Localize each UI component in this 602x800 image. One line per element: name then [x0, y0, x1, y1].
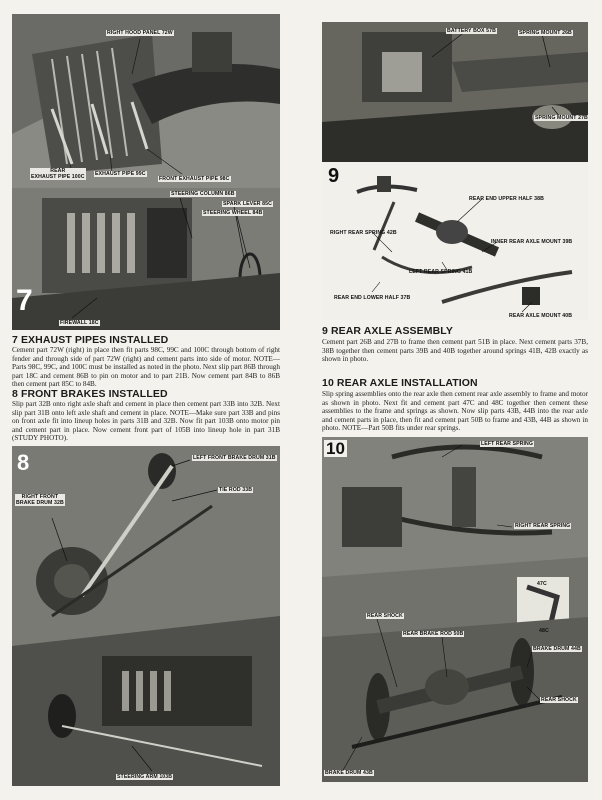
label-firewall: FIREWALL 18C — [60, 320, 99, 326]
label-right-rear-spring-10: RIGHT REAR SPRING — [515, 523, 571, 529]
label-spring-mount-26b: SPRING MOUNT 26B — [519, 30, 572, 36]
section-8-heading: 8 FRONT BRAKES INSTALLED — [12, 388, 168, 400]
section-7-heading: 7 EXHAUST PIPES INSTALLED — [12, 334, 169, 346]
section-10-text: Slip spring assemblies onto the rear axle then cement rear axle assembly to frame and motor as shown in photo. Next fit and cement part 47C and 48C together then cement these assemblies to the frame and springs as shown. Now slip parts 43B, 44B into the rear axle and cement parts in place, then fit and cement part 50B to frame and 43B, 44B as shown in photo. NOTE—Part 50B fits under rear springs. — [322, 390, 588, 433]
label-front-exhaust-pipe: FRONT EXHAUST PIPE 98C — [159, 176, 230, 182]
section-9-heading: 9 REAR AXLE ASSEMBLY — [322, 325, 453, 337]
label-rear-axle-mount: REAR AXLE MOUNT 40B — [509, 313, 573, 319]
photo-step-8 — [12, 446, 280, 786]
label-right-rear-spring-9: RIGHT REAR SPRING 42B — [330, 230, 397, 236]
photo-battery-box — [322, 22, 588, 162]
label-left-front-brake-drum: LEFT FRONT BRAKE DRUM 31B — [193, 455, 276, 461]
label-battery-box: BATTERY BOX 57B — [447, 28, 496, 34]
photo-step-7 — [12, 188, 280, 330]
label-steering-column: STEERING COLUMN 86B — [171, 191, 235, 197]
label-spring-mount-27b: SPRING MOUNT 27B — [535, 115, 588, 121]
label-steering-wheel: STEERING WHEEL 84B — [203, 210, 263, 216]
label-brake-drum-43b: BRAKE DRUM 43B — [325, 770, 373, 776]
photo-step-9 — [322, 162, 588, 320]
label-exhaust-pipe-99c: EXHAUST PIPE 99C — [95, 171, 146, 177]
section-9-text: Cement part 26B and 27B to frame then cement part 51B in place. Next cement parts 37B, 38B together then cement parts 39B and 40B together around springs 41B, 42B exactly as shown in photo. — [322, 338, 588, 364]
step-number-8: 8 — [17, 450, 30, 475]
label-right-front-brake-drum: RIGHT FRONT BRAKE DRUM 32B — [16, 494, 64, 506]
label-rear-end-lower-half: REAR END LOWER HALF 37B — [334, 295, 411, 301]
label-tie-rod: TIE ROD 33B — [219, 487, 253, 493]
step-number-10: 10 — [326, 439, 345, 458]
label-part-48c: 48C — [539, 628, 549, 634]
step-number-9: 9 — [328, 165, 340, 187]
label-inner-rear-axle-mount: INNER REAR AXLE MOUNT 39B — [491, 239, 573, 245]
label-rear-shock-left: REAR SHOCK — [367, 613, 403, 619]
label-left-rear-spring-9: LEFT REAR SPRING 41B — [409, 269, 473, 275]
label-part-47c: 47C — [537, 581, 547, 587]
photo-exhaust-graphic — [12, 14, 280, 188]
label-brake-drum-44b: BRAKE DRUM 44B — [533, 646, 581, 652]
section-7-text: Cement part 72W (right) in place then fit parts 98C, 99C and 100C through bottom of right fender and through side of part 72W (right) and cement parts into side of motor. NOTE—Parts 98C, 99C, and 100C must be installed as noted in the photo. Next slip part 86B through part 18C and cement 86B to pin on motor and to part 21B. Now cement part 84B to 86B then cement part 85C to 84B. — [12, 346, 280, 389]
label-rear-brake-rod: REAR BRAKE ROD 50B — [403, 631, 464, 637]
section-8-text: Slip part 32B onto right axle shaft and cement in place then cement part 33B into 32B. Next slip part 31B onto left axle shaft and cement in place. NOTE—Make sure part 33B and pins on front axle fit into lineup holes in parts 31B and 32B. Now fit part 103B onto motor pin and cement part in place. Now cement front part of 105B into lineup hole in part 31B (STUDY PHOTO). — [12, 400, 280, 443]
photo-exhaust-pipes — [12, 14, 280, 188]
photo-battery-graphic — [322, 22, 588, 162]
photo-step10-graphic — [322, 437, 588, 782]
step-number-7: 7 — [16, 284, 33, 317]
photo-step-10 — [322, 437, 588, 782]
label-rear-end-upper-half: REAR END UPPER HALF 38B — [469, 196, 544, 202]
section-10-heading: 10 REAR AXLE INSTALLATION — [322, 377, 478, 389]
label-right-hood-panel: RIGHT HOOD PANEL 72W — [107, 30, 173, 36]
label-spark-lever: SPARK LEVER 85C — [223, 201, 272, 207]
label-rear-shock-right: REAR SHOCK — [541, 697, 577, 703]
label-rear-exhaust-pipe: REAR EXHAUST PIPE 100C — [31, 168, 85, 180]
label-left-rear-spring-10: LEFT REAR SPRING — [481, 441, 534, 447]
label-steering-arm: STEERING ARM 103B — [117, 774, 173, 780]
